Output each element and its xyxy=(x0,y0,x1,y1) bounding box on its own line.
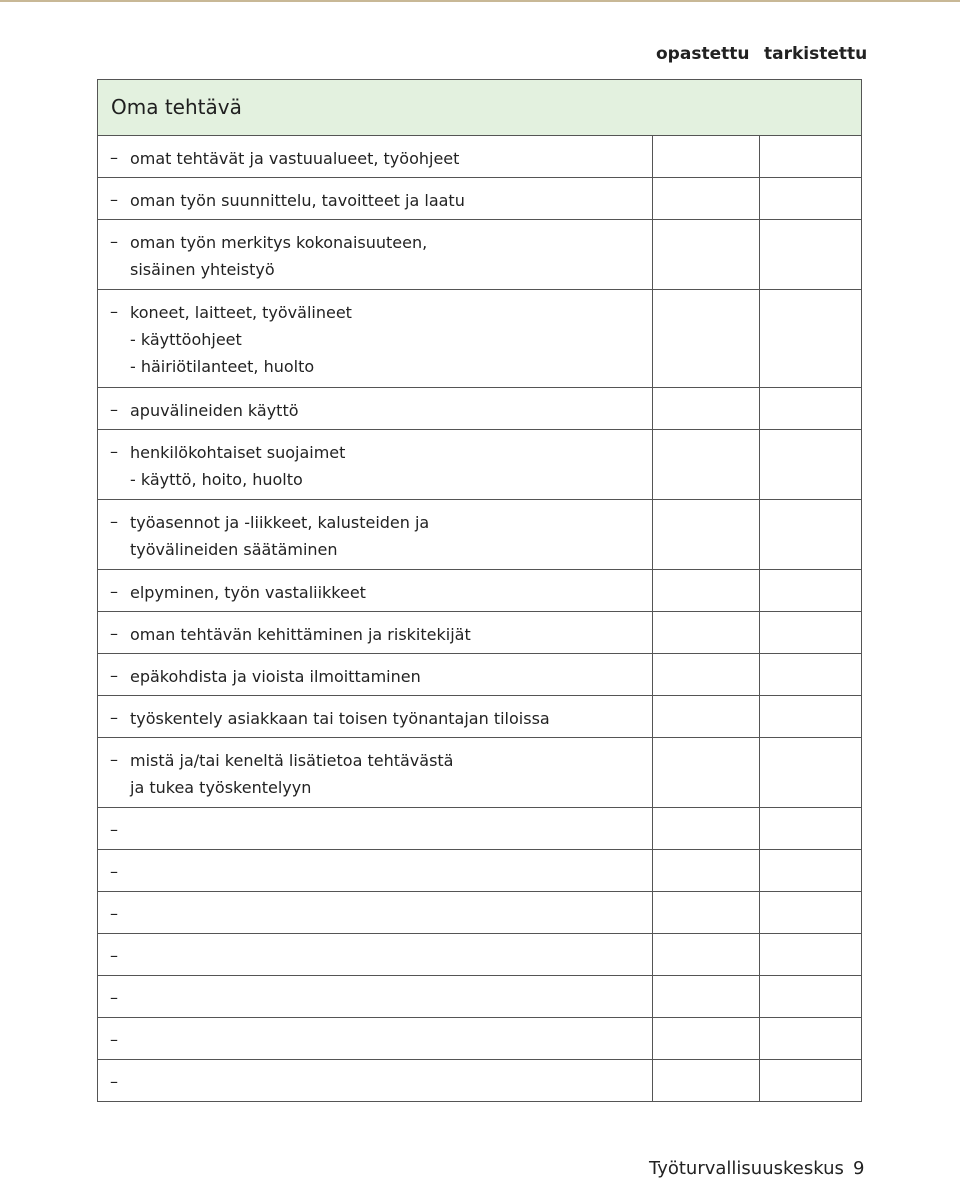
item-line: henkilökohtaiset suojaimet xyxy=(130,443,346,462)
column-header-checked: tarkistettu xyxy=(764,44,868,64)
guided-checkbox-cell[interactable] xyxy=(652,696,759,737)
item-cell xyxy=(98,220,652,289)
item-cell xyxy=(98,976,652,1017)
guided-checkbox-cell[interactable] xyxy=(652,136,759,177)
checklist-row xyxy=(98,429,861,499)
checked-checkbox-cell[interactable] xyxy=(759,934,861,975)
item-line: apuvälineiden käyttö xyxy=(130,401,299,420)
item-text xyxy=(130,229,427,283)
guided-checkbox-cell[interactable] xyxy=(652,654,759,695)
item-cell xyxy=(98,1060,652,1101)
checked-checkbox-cell[interactable] xyxy=(759,570,861,611)
guided-checkbox-cell[interactable] xyxy=(652,1018,759,1059)
item-text xyxy=(130,747,453,801)
dash-bullet: – xyxy=(110,148,118,167)
dash-bullet: – xyxy=(110,624,118,643)
item-line: mistä ja/tai keneltä lisätietoa tehtävästä xyxy=(130,751,454,770)
item-line: työvälineiden säätäminen xyxy=(130,540,338,559)
item-cell xyxy=(98,654,652,695)
dash-bullet: – xyxy=(110,820,118,839)
dash-bullet: – xyxy=(110,190,118,209)
dash-bullet: – xyxy=(110,708,118,727)
dash-bullet: – xyxy=(110,1072,118,1091)
checked-checkbox-cell[interactable] xyxy=(759,220,861,289)
checklist-row xyxy=(98,891,861,933)
dash-bullet: – xyxy=(110,946,118,965)
checklist-row xyxy=(98,611,861,653)
dash-bullet: – xyxy=(110,442,118,461)
item-cell xyxy=(98,696,652,737)
checklist-row xyxy=(98,135,861,177)
dash-bullet: – xyxy=(110,582,118,601)
checked-checkbox-cell[interactable] xyxy=(759,654,861,695)
dash-bullet: – xyxy=(110,302,118,321)
item-line: - käyttö, hoito, huolto xyxy=(130,470,303,489)
guided-checkbox-cell[interactable] xyxy=(652,178,759,219)
column-header-guided: opastettu xyxy=(656,44,750,64)
checklist-row xyxy=(98,807,861,849)
item-cell xyxy=(98,738,652,807)
item-line: epäkohdista ja vioista ilmoittaminen xyxy=(130,667,421,686)
item-line: työasennot ja -liikkeet, kalusteiden ja xyxy=(130,513,430,532)
item-cell xyxy=(98,612,652,653)
item-text xyxy=(130,187,465,214)
dash-bullet: – xyxy=(110,666,118,685)
dash-bullet: – xyxy=(110,750,118,769)
item-text xyxy=(130,397,299,424)
top-rule xyxy=(0,0,960,2)
item-text xyxy=(130,705,550,732)
guided-checkbox-cell[interactable] xyxy=(652,388,759,429)
checklist-row xyxy=(98,737,861,807)
checklist-row xyxy=(98,177,861,219)
item-line: - käyttöohjeet xyxy=(130,330,242,349)
dash-bullet: – xyxy=(110,232,118,251)
checked-checkbox-cell[interactable] xyxy=(759,388,861,429)
checked-checkbox-cell[interactable] xyxy=(759,850,861,891)
item-cell xyxy=(98,430,652,499)
checklist-row xyxy=(98,289,861,387)
dash-bullet: – xyxy=(110,1030,118,1049)
item-text xyxy=(130,145,459,172)
checklist-row xyxy=(98,849,861,891)
dash-bullet: – xyxy=(110,512,118,531)
item-text xyxy=(130,663,421,690)
section-title: Oma tehtävä xyxy=(111,95,242,119)
guided-checkbox-cell[interactable] xyxy=(652,500,759,569)
item-cell xyxy=(98,1018,652,1059)
item-text xyxy=(130,621,471,648)
checked-checkbox-cell[interactable] xyxy=(759,290,861,387)
item-line: oman työn suunnittelu, tavoitteet ja laatu xyxy=(130,191,465,210)
item-text xyxy=(130,439,345,493)
checklist-row xyxy=(98,1059,861,1101)
item-cell xyxy=(98,850,652,891)
dash-bullet: – xyxy=(110,862,118,881)
guided-checkbox-cell[interactable] xyxy=(652,612,759,653)
dash-bullet: – xyxy=(110,904,118,923)
footer-organization: Työturvallisuuskeskus xyxy=(649,1158,844,1179)
guided-checkbox-cell[interactable] xyxy=(652,430,759,499)
item-cell xyxy=(98,290,652,387)
checked-checkbox-cell[interactable] xyxy=(759,1060,861,1101)
checked-checkbox-cell[interactable] xyxy=(759,430,861,499)
item-text xyxy=(130,509,429,563)
guided-checkbox-cell[interactable] xyxy=(652,976,759,1017)
guided-checkbox-cell[interactable] xyxy=(652,1060,759,1101)
checklist-row xyxy=(98,933,861,975)
item-text xyxy=(130,299,352,380)
checked-checkbox-cell[interactable] xyxy=(759,696,861,737)
item-line: ja tukea työskentelyyn xyxy=(130,778,312,797)
item-line: oman tehtävän kehittäminen ja riskitekijät xyxy=(130,625,471,644)
item-cell xyxy=(98,500,652,569)
checklist-row xyxy=(98,975,861,1017)
guided-checkbox-cell[interactable] xyxy=(652,570,759,611)
item-line: omat tehtävät ja vastuualueet, työohjeet xyxy=(130,149,460,168)
item-line: oman työn merkitys kokonaisuuteen, xyxy=(130,233,428,252)
checked-checkbox-cell[interactable] xyxy=(759,808,861,849)
dash-bullet: – xyxy=(110,400,118,419)
checklist-row xyxy=(98,387,861,429)
item-cell xyxy=(98,808,652,849)
item-line: koneet, laitteet, työvälineet xyxy=(130,303,352,322)
checklist-row xyxy=(98,499,861,569)
checked-checkbox-cell[interactable] xyxy=(759,1018,861,1059)
checklist-row xyxy=(98,219,861,289)
item-cell xyxy=(98,892,652,933)
checked-checkbox-cell[interactable] xyxy=(759,612,861,653)
guided-checkbox-cell[interactable] xyxy=(652,934,759,975)
guided-checkbox-cell[interactable] xyxy=(652,892,759,933)
guided-checkbox-cell[interactable] xyxy=(652,808,759,849)
checked-checkbox-cell[interactable] xyxy=(759,178,861,219)
item-line: sisäinen yhteistyö xyxy=(130,260,275,279)
item-cell xyxy=(98,388,652,429)
checked-checkbox-cell[interactable] xyxy=(759,738,861,807)
checked-checkbox-cell[interactable] xyxy=(759,892,861,933)
item-text xyxy=(130,579,366,606)
guided-checkbox-cell[interactable] xyxy=(652,220,759,289)
item-line: elpyminen, työn vastaliikkeet xyxy=(130,583,366,602)
item-cell xyxy=(98,570,652,611)
item-line: - häiriötilanteet, huolto xyxy=(130,357,315,376)
section-header xyxy=(98,79,861,135)
checklist-row xyxy=(98,653,861,695)
guided-checkbox-cell[interactable] xyxy=(652,738,759,807)
checked-checkbox-cell[interactable] xyxy=(759,976,861,1017)
page-number: 9 xyxy=(853,1158,865,1179)
column-headers xyxy=(640,44,868,66)
checked-checkbox-cell[interactable] xyxy=(759,500,861,569)
checked-checkbox-cell[interactable] xyxy=(759,136,861,177)
item-line: työskentely asiakkaan tai toisen työnantajan tiloissa xyxy=(130,709,550,728)
dash-bullet: – xyxy=(110,988,118,1007)
checklist-row xyxy=(98,695,861,737)
item-cell xyxy=(98,934,652,975)
checklist-row xyxy=(98,1017,861,1059)
guided-checkbox-cell[interactable] xyxy=(652,290,759,387)
item-cell xyxy=(98,136,652,177)
item-cell xyxy=(98,178,652,219)
checklist-table xyxy=(97,79,862,1102)
checklist-row xyxy=(98,569,861,611)
guided-checkbox-cell[interactable] xyxy=(652,850,759,891)
